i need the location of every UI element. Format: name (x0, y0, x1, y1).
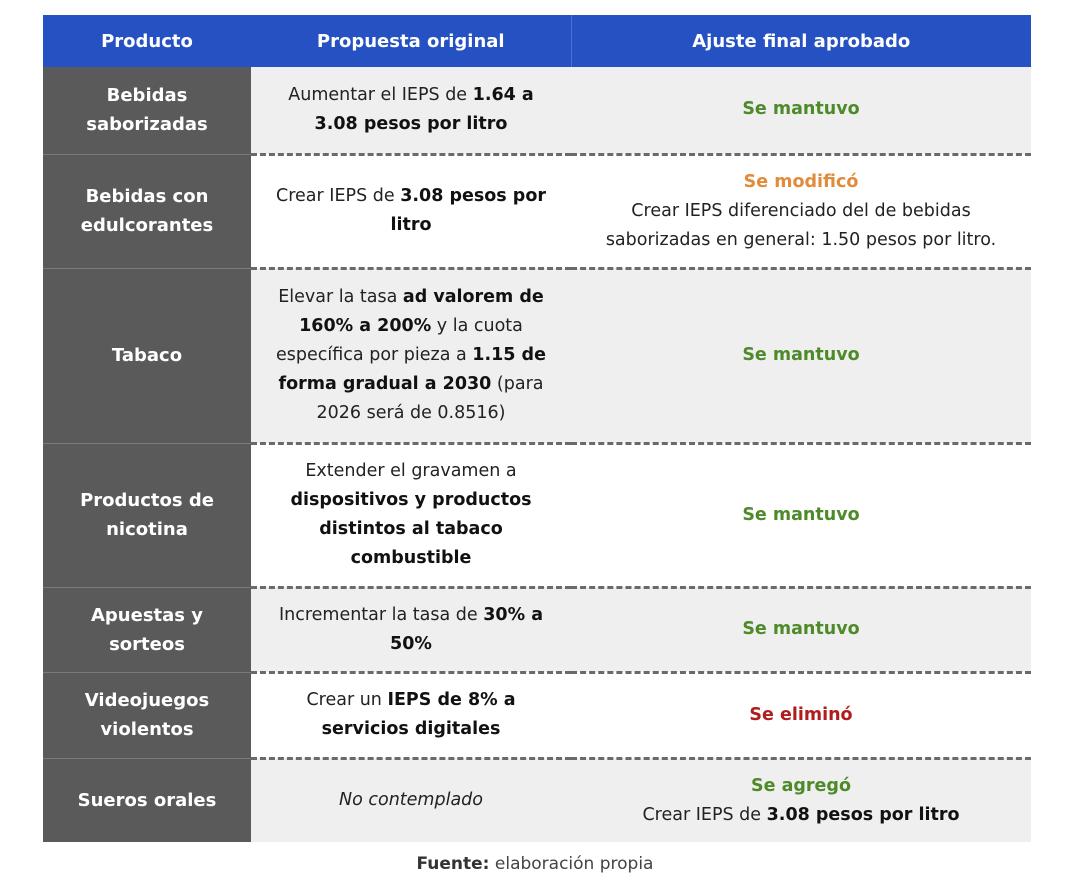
proposal-text: Incrementar la tasa de (278, 604, 484, 625)
proposal-cell (251, 672, 571, 758)
proposal-text: y la cuota específica por pieza a (276, 316, 523, 365)
table-row (43, 672, 1031, 758)
product-cell: Apuestas y sorteos (43, 587, 251, 672)
proposal-bold: dispositivos y productos distintos al tabaco combustible (290, 490, 532, 568)
adjustment-cell (571, 587, 1031, 672)
source-text: elaboración propia (489, 854, 654, 874)
adjustment-detail: Crear IEPS de (642, 804, 767, 825)
status-label: Se mantuvo (742, 504, 860, 525)
header-row (43, 15, 1031, 67)
status-label: Se mantuvo (742, 99, 860, 120)
status-label: Se eliminó (749, 704, 853, 725)
proposal-bold: 1.64 a 3.08 pesos por litro (314, 84, 534, 134)
adjustment-cell (571, 268, 1031, 443)
table-row (43, 443, 1031, 587)
proposal-text: Aumentar el IEPS de (288, 84, 473, 105)
proposal-bold: 3.08 pesos por litro (390, 186, 546, 235)
table-row (43, 67, 1031, 154)
tax-comparison-table (43, 15, 1031, 842)
proposal-text: (para 2026 será de 0.8516) (316, 374, 544, 423)
product-cell: Tabaco (43, 268, 251, 443)
header-propuesta-original: Propuesta original (251, 15, 571, 67)
proposal-bold: 30% a 50% (390, 604, 544, 654)
adjustment-cell (571, 672, 1031, 758)
proposal-bold: ad valorem de 160% a 200% (299, 287, 544, 336)
source-note (0, 854, 1070, 874)
table-row (43, 758, 1031, 842)
table-body (43, 67, 1031, 842)
table-row (43, 268, 1031, 443)
adjustment-cell (571, 758, 1031, 842)
table-row (43, 587, 1031, 672)
adjustment-detail-bold: 3.08 pesos por litro (766, 804, 960, 825)
product-cell: Bebidas con edulcorantes (43, 154, 251, 268)
proposal-text: Crear un (306, 690, 388, 710)
adjustment-detail: Crear IEPS diferenciado del de bebidas saborizadas en general: 1.50 pesos por litro. (605, 200, 997, 250)
proposal-cell (251, 67, 571, 154)
source-label: Fuente: (416, 854, 490, 874)
proposal-text: Extender el gravamen a (305, 461, 517, 481)
status-label: Se agregó (751, 775, 851, 796)
status-label: Se modificó (743, 171, 859, 192)
proposal-cell (251, 443, 571, 587)
proposal-text: No contemplado (339, 790, 483, 811)
header-producto: Producto (43, 15, 251, 67)
proposal-text: Elevar la tasa (278, 287, 403, 307)
header-ajuste-final: Ajuste final aprobado (571, 15, 1031, 67)
proposal-bold: 1.15 de forma gradual a 2030 (278, 345, 546, 394)
proposal-cell (251, 587, 571, 672)
adjustment-cell (571, 67, 1031, 154)
proposal-cell (251, 154, 571, 268)
product-cell: Productos de nicotina (43, 443, 251, 587)
product-cell: Videojuegos violentos (43, 672, 251, 758)
proposal-bold: IEPS de 8% a servicios digitales (321, 690, 516, 739)
table-row (43, 154, 1031, 268)
adjustment-cell (571, 443, 1031, 587)
product-cell: Sueros orales (43, 758, 251, 842)
proposal-cell (251, 268, 571, 443)
tax-comparison-table-wrapper (43, 15, 1031, 842)
table-header (43, 15, 1031, 67)
proposal-cell (251, 758, 571, 842)
status-label: Se mantuvo (742, 619, 860, 639)
adjustment-cell (571, 154, 1031, 268)
product-cell: Bebidas saborizadas (43, 67, 251, 154)
status-label: Se mantuvo (742, 345, 860, 365)
proposal-text: Crear IEPS de (276, 186, 401, 206)
